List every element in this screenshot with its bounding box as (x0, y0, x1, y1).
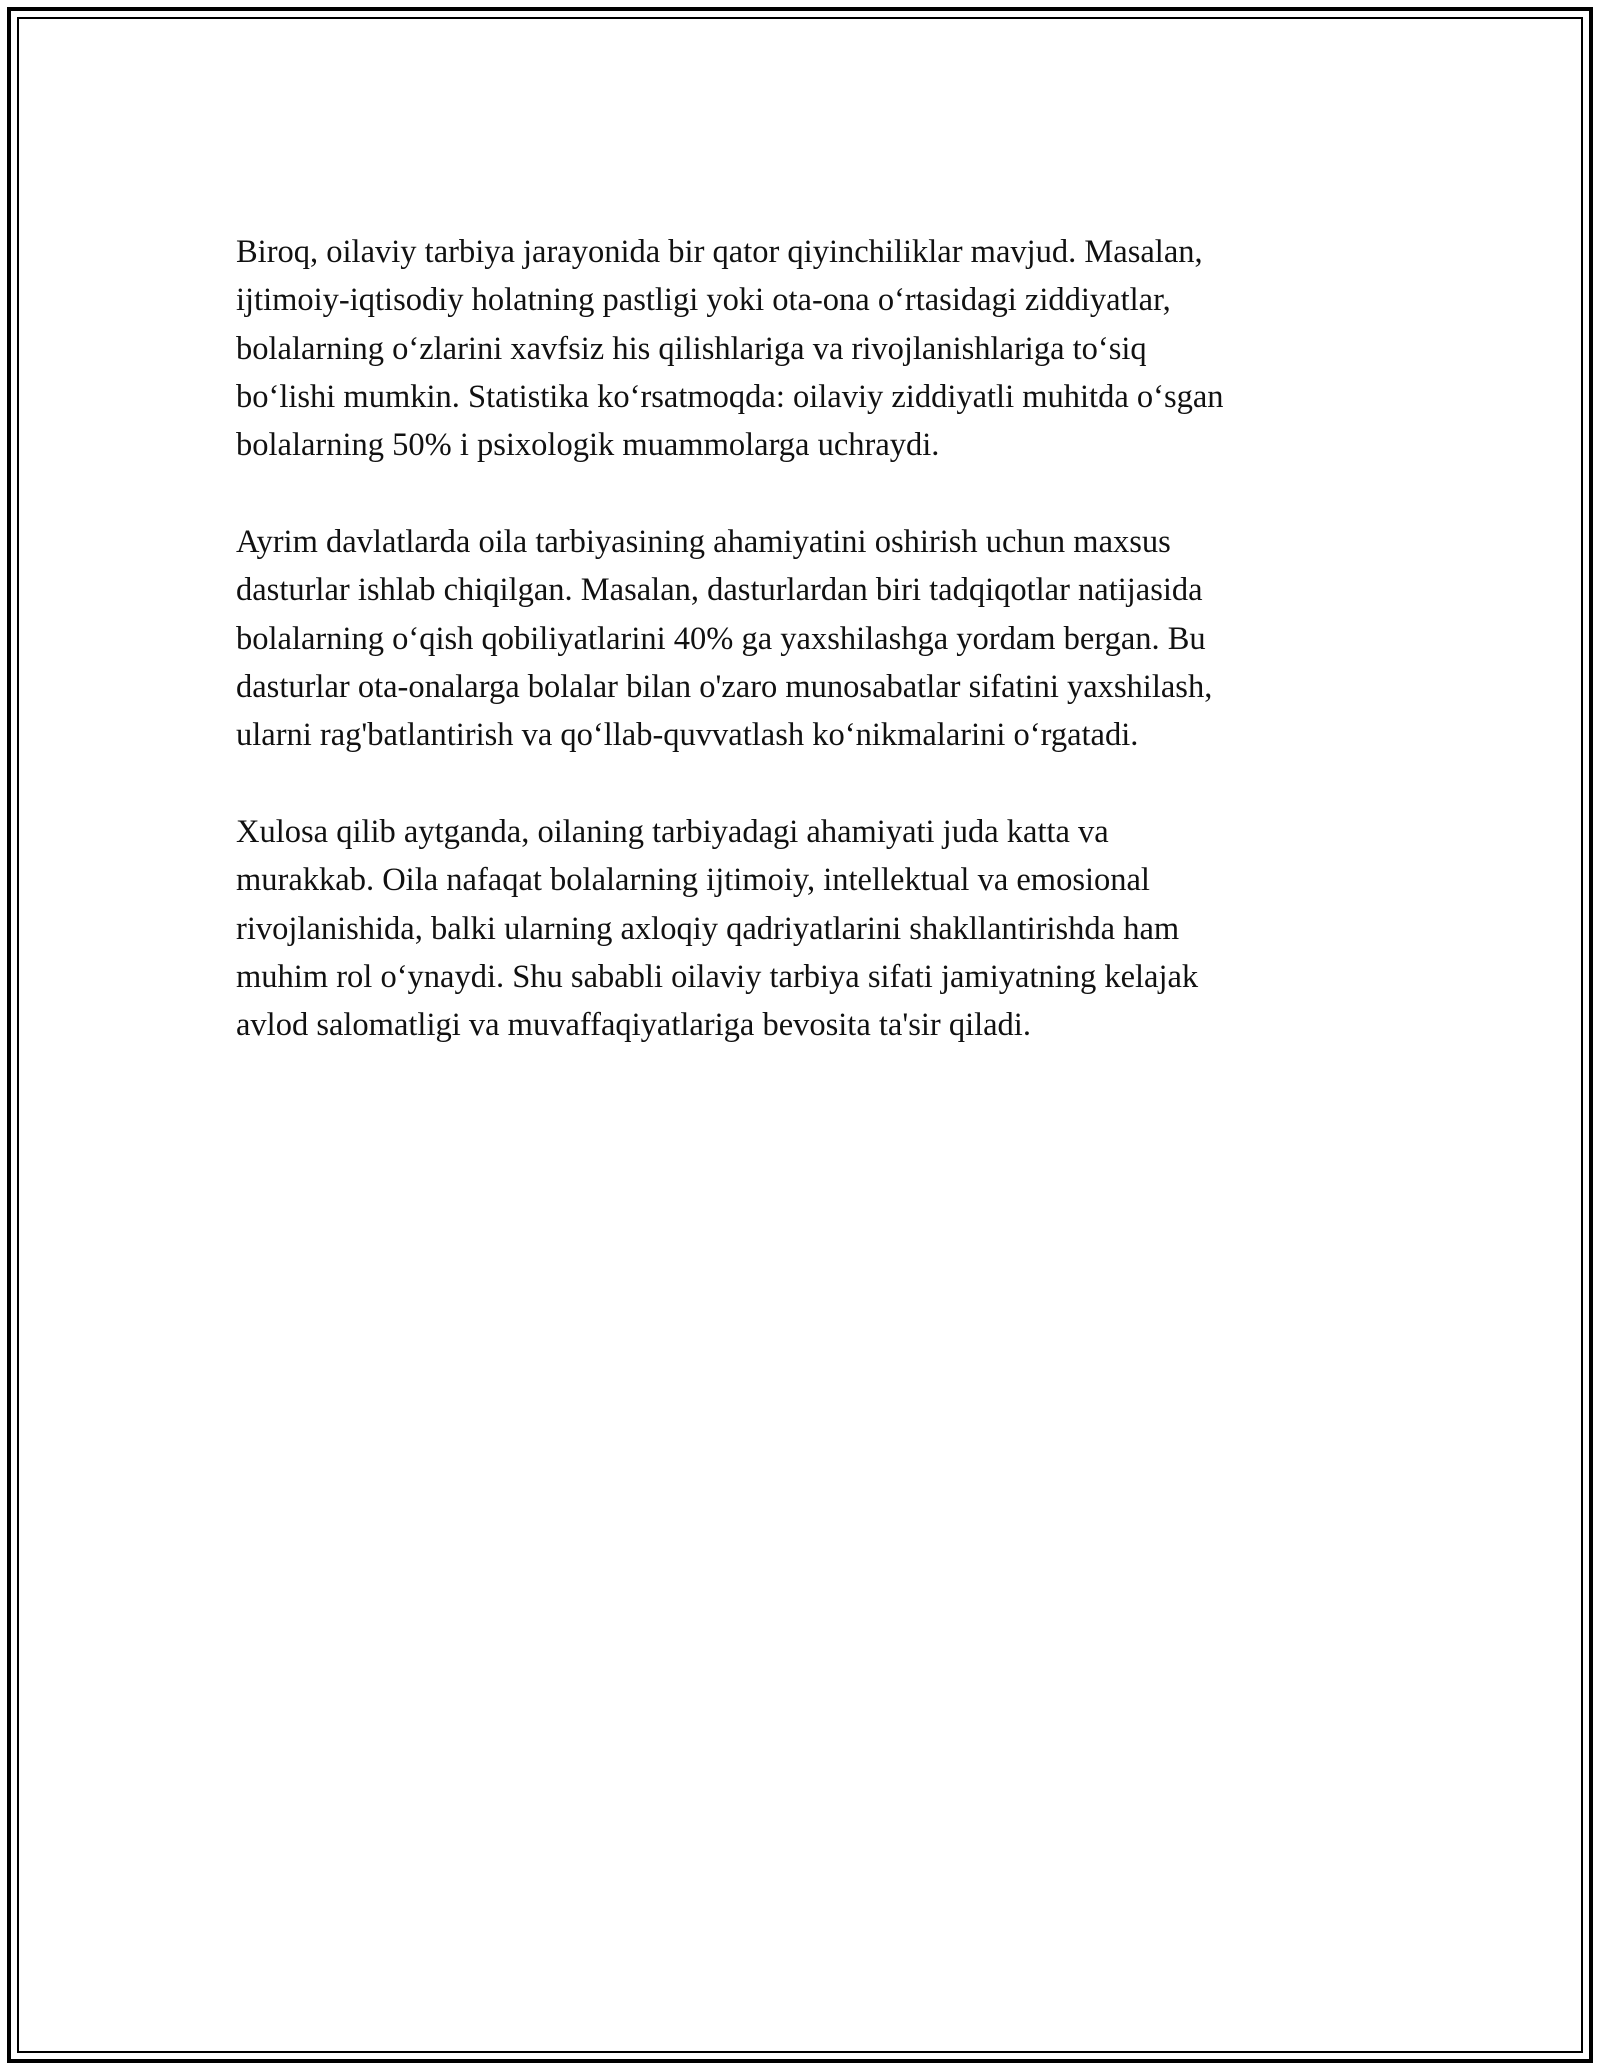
text-line: ularni rag'batlantirish va qo‘llab-quvvatlash ko‘nikmalarini o‘rgatadi. (236, 717, 1139, 754)
text-line: bo‘lishi mumkin. Statistika ko‘rsatmoqda: oilaviy ziddiyatli muhitda o‘sgan (236, 378, 1224, 415)
text-line: ijtimoiy-iqtisodiy holatning pastligi yoki ota-ona o‘rtasidagi ziddiyatlar, (236, 282, 1171, 319)
text-line: rivojlanishida, balki ularning axloqiy qadriyatlarini shakllantirishda ham (236, 910, 1180, 947)
text-line: bolalarning o‘qish qobiliyatlarini 40% ga yaxshilashga yordam bergan. Bu (236, 620, 1206, 657)
text-line: dasturlar ota-onalarga bolalar bilan o'zaro munosabatlar sifatini yaxshilash, (236, 668, 1213, 705)
text-line: murakkab. Oila nafaqat bolalarning ijtimoiy, intellektual va emosional (236, 862, 1150, 899)
text-line: muhim rol o‘ynaydi. Shu sababli oilaviy tarbiya sifati jamiyatning kelajak (236, 958, 1199, 995)
text-line: bolalarning 50% i psixologik muammolarga uchraydi. (236, 427, 940, 464)
text-line: Biroq, oilaviy tarbiya jarayonida bir qator qiyinchiliklar mavjud. Masalan, (236, 234, 1203, 270)
text-line: bolalarning o‘zlarini xavfsiz his qilishlariga va rivojlanishlariga to‘siq (236, 330, 1147, 367)
document-body (236, 228, 1366, 1098)
paragraph-conclusion (236, 808, 1366, 1049)
text-line: Ayrim davlatlarda oila tarbiyasining ahamiyatini oshirish uchun maxsus (236, 523, 1171, 560)
text-line: dasturlar ishlab chiqilgan. Masalan, dasturlardan biri tadqiqotlar natijasida (236, 572, 1203, 609)
paragraph-challenges (236, 228, 1366, 469)
text-line: Xulosa qilib aytganda, oilaning tarbiyadagi ahamiyati juda katta va (236, 813, 1109, 850)
paragraph-programs (236, 518, 1366, 759)
text-line: avlod salomatligi va muvaffaqiyatlariga bevosita ta'sir qiladi. (236, 1007, 1031, 1044)
